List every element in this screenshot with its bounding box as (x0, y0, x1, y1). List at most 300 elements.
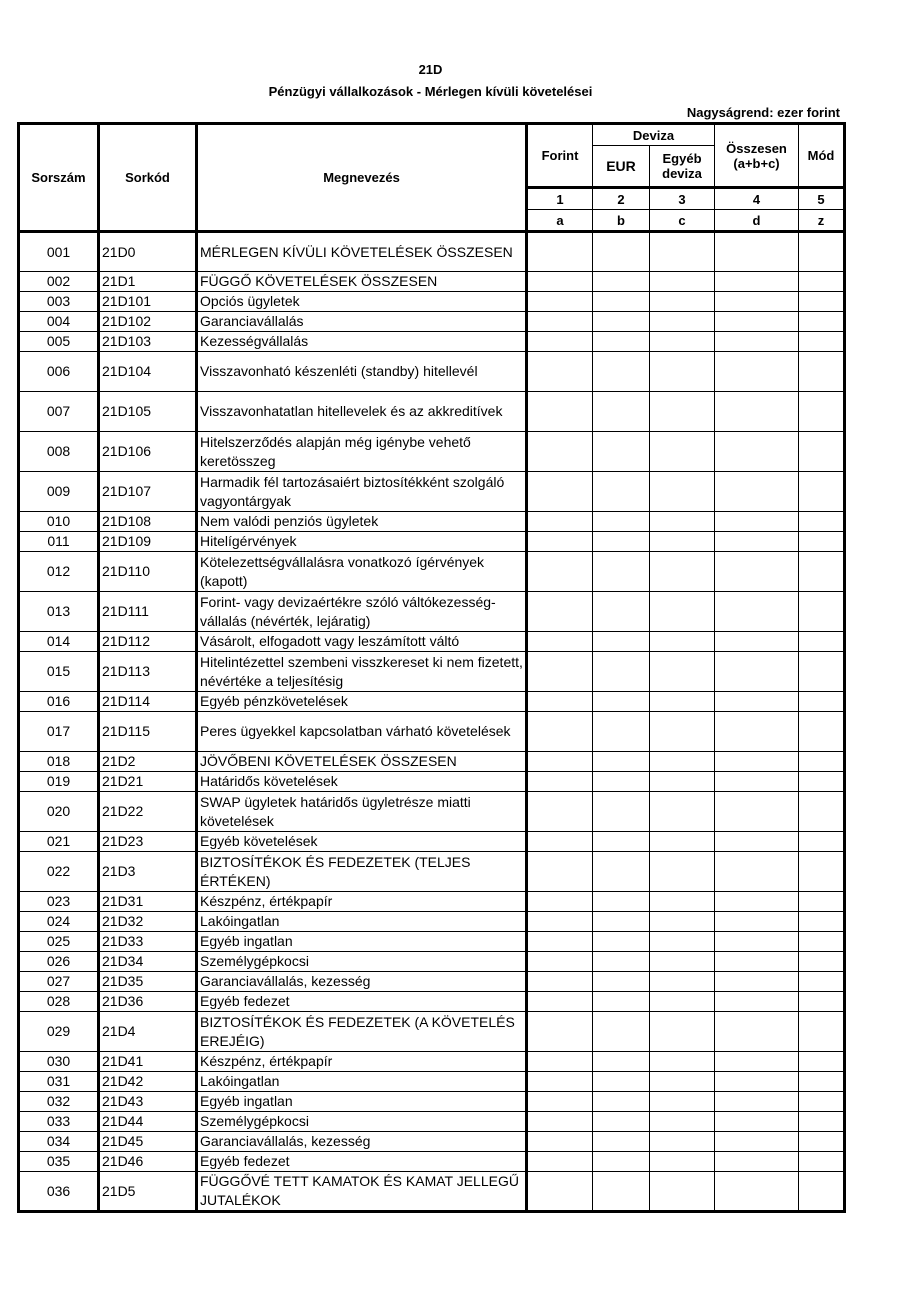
table-row (19, 692, 845, 712)
cell-mod[interactable] (799, 352, 845, 392)
cell-mod[interactable] (799, 892, 845, 912)
cell-mod[interactable] (799, 292, 845, 312)
cell-egyeb[interactable] (650, 272, 715, 292)
cell-forint[interactable] (527, 332, 593, 352)
row-code: 21D0 (99, 232, 197, 272)
col-deviza: Deviza (593, 124, 715, 146)
cell-eur[interactable] (593, 772, 650, 792)
cell-osszesen[interactable] (715, 272, 799, 292)
row-name: Forint- vagy devizaértékre szóló váltókezesség-vállalás (névérték, lejáratig) (197, 592, 527, 632)
cell-osszesen[interactable] (715, 1072, 799, 1092)
row-name: Lakóingatlan (197, 1072, 527, 1092)
cell-eur[interactable] (593, 1112, 650, 1132)
table-row (19, 352, 845, 392)
row-code: 21D103 (99, 332, 197, 352)
cell-mod[interactable] (799, 752, 845, 772)
cell-forint[interactable] (527, 952, 593, 972)
cell-mod[interactable] (799, 432, 845, 472)
cell-osszesen[interactable] (715, 952, 799, 972)
row-name: Egyéb fedezet (197, 1152, 527, 1172)
col-num-3: 3 (650, 188, 715, 210)
cell-eur[interactable] (593, 232, 650, 272)
col-letter-d: d (715, 210, 799, 232)
row-code: 21D44 (99, 1112, 197, 1132)
cell-egyeb[interactable] (650, 712, 715, 752)
cell-osszesen[interactable] (715, 592, 799, 632)
row-number: 032 (19, 1092, 99, 1112)
row-number: 018 (19, 752, 99, 772)
cell-osszesen[interactable] (715, 1112, 799, 1132)
cell-forint[interactable] (527, 712, 593, 752)
table-row (19, 332, 845, 352)
cell-osszesen[interactable] (715, 772, 799, 792)
cell-osszesen[interactable] (715, 532, 799, 552)
row-number: 017 (19, 712, 99, 752)
row-name: Peres ügyekkel kapcsolatban várható követelések (197, 712, 527, 752)
cell-mod[interactable] (799, 272, 845, 292)
cell-eur[interactable] (593, 632, 650, 652)
cell-forint[interactable] (527, 552, 593, 592)
cell-forint[interactable] (527, 272, 593, 292)
cell-osszesen[interactable] (715, 552, 799, 592)
cell-mod[interactable] (799, 912, 845, 932)
cell-osszesen[interactable] (715, 472, 799, 512)
cell-osszesen[interactable] (715, 312, 799, 332)
cell-forint[interactable] (527, 472, 593, 512)
row-number: 034 (19, 1132, 99, 1152)
cell-mod[interactable] (799, 1012, 845, 1052)
row-number: 024 (19, 912, 99, 932)
cell-osszesen[interactable] (715, 1152, 799, 1172)
cell-forint[interactable] (527, 932, 593, 952)
cell-eur[interactable] (593, 1132, 650, 1152)
cell-forint[interactable] (527, 792, 593, 832)
cell-mod[interactable] (799, 972, 845, 992)
row-number: 001 (19, 232, 99, 272)
row-name: JÖVŐBENI KÖVETELÉSEK ÖSSZESEN (197, 752, 527, 772)
cell-eur[interactable] (593, 272, 650, 292)
cell-egyeb[interactable] (650, 552, 715, 592)
table-row (19, 992, 845, 1012)
cell-egyeb[interactable] (650, 892, 715, 912)
cell-mod[interactable] (799, 792, 845, 832)
cell-eur[interactable] (593, 652, 650, 692)
col-forint: Forint (527, 124, 593, 188)
cell-mod[interactable] (799, 532, 845, 552)
cell-mod[interactable] (799, 852, 845, 892)
table-row (19, 1052, 845, 1072)
row-number: 016 (19, 692, 99, 712)
cell-egyeb[interactable] (650, 472, 715, 512)
cell-osszesen[interactable] (715, 992, 799, 1012)
row-name: Egyéb ingatlan (197, 1092, 527, 1112)
table-row (19, 512, 845, 532)
cell-osszesen[interactable] (715, 752, 799, 772)
cell-mod[interactable] (799, 632, 845, 652)
table-row (19, 532, 845, 552)
table-row (19, 232, 845, 272)
row-code: 21D106 (99, 432, 197, 472)
cell-mod[interactable] (799, 232, 845, 272)
table-row (19, 1172, 845, 1212)
cell-osszesen[interactable] (715, 892, 799, 912)
cell-egyeb[interactable] (650, 772, 715, 792)
cell-forint[interactable] (527, 692, 593, 712)
row-number: 028 (19, 992, 99, 1012)
cell-forint[interactable] (527, 752, 593, 772)
cell-forint[interactable] (527, 1012, 593, 1052)
cell-osszesen[interactable] (715, 352, 799, 392)
cell-forint[interactable] (527, 312, 593, 332)
cell-osszesen[interactable] (715, 652, 799, 692)
table-row (19, 772, 845, 792)
cell-mod[interactable] (799, 472, 845, 512)
cell-osszesen[interactable] (715, 632, 799, 652)
cell-osszesen[interactable] (715, 932, 799, 952)
cell-forint[interactable] (527, 532, 593, 552)
cell-egyeb[interactable] (650, 952, 715, 972)
cell-eur[interactable] (593, 512, 650, 532)
table-row (19, 632, 845, 652)
cell-osszesen[interactable] (715, 1012, 799, 1052)
row-number: 023 (19, 892, 99, 912)
table-row (19, 892, 845, 912)
row-name: Egyéb fedezet (197, 992, 527, 1012)
cell-mod[interactable] (799, 312, 845, 332)
cell-eur[interactable] (593, 392, 650, 432)
cell-eur[interactable] (593, 332, 650, 352)
cell-egyeb[interactable] (650, 1092, 715, 1112)
cell-eur[interactable] (593, 692, 650, 712)
row-code: 21D108 (99, 512, 197, 532)
table-row (19, 792, 845, 832)
row-code: 21D33 (99, 932, 197, 952)
cell-forint[interactable] (527, 512, 593, 532)
cell-eur[interactable] (593, 952, 650, 972)
cell-forint[interactable] (527, 232, 593, 272)
cell-forint[interactable] (527, 912, 593, 932)
cell-forint[interactable] (527, 992, 593, 1012)
cell-egyeb[interactable] (650, 792, 715, 832)
cell-egyeb[interactable] (650, 992, 715, 1012)
cell-osszesen[interactable] (715, 432, 799, 472)
cell-mod[interactable] (799, 1092, 845, 1112)
row-name: SWAP ügyletek határidős ügyletrésze miatti követelések (197, 792, 527, 832)
row-code: 21D32 (99, 912, 197, 932)
row-number: 022 (19, 852, 99, 892)
cell-egyeb[interactable] (650, 592, 715, 632)
unit-label: Nagyságrend: ezer forint (686, 105, 840, 120)
cell-forint[interactable] (527, 432, 593, 472)
cell-osszesen[interactable] (715, 1172, 799, 1212)
cell-osszesen[interactable] (715, 972, 799, 992)
cell-forint[interactable] (527, 652, 593, 692)
row-name: Hitelszerződés alapján még igénybe vehető keretösszeg (197, 432, 527, 472)
cell-forint[interactable] (527, 972, 593, 992)
cell-forint[interactable] (527, 352, 593, 392)
cell-mod[interactable] (799, 832, 845, 852)
cell-egyeb[interactable] (650, 932, 715, 952)
row-number: 002 (19, 272, 99, 292)
cell-eur[interactable] (593, 712, 650, 752)
cell-mod[interactable] (799, 332, 845, 352)
cell-forint[interactable] (527, 592, 593, 632)
col-num-1: 1 (527, 188, 593, 210)
cell-eur[interactable] (593, 972, 650, 992)
row-name: Határidős követelések (197, 772, 527, 792)
cell-eur[interactable] (593, 792, 650, 832)
table-row (19, 752, 845, 772)
cell-osszesen[interactable] (715, 1132, 799, 1152)
row-code: 21D34 (99, 952, 197, 972)
cell-forint[interactable] (527, 892, 593, 912)
cell-eur[interactable] (593, 852, 650, 892)
cell-forint[interactable] (527, 392, 593, 432)
cell-osszesen[interactable] (715, 792, 799, 832)
cell-osszesen[interactable] (715, 332, 799, 352)
cell-egyeb[interactable] (650, 832, 715, 852)
cell-eur[interactable] (593, 472, 650, 512)
row-number: 025 (19, 932, 99, 952)
col-letter-z: z (799, 210, 845, 232)
cell-eur[interactable] (593, 992, 650, 1012)
cell-egyeb[interactable] (650, 292, 715, 312)
cell-eur[interactable] (593, 1152, 650, 1172)
row-code: 21D21 (99, 772, 197, 792)
row-number: 010 (19, 512, 99, 532)
cell-osszesen[interactable] (715, 832, 799, 852)
row-name: Nem valódi penziós ügyletek (197, 512, 527, 532)
cell-egyeb[interactable] (650, 392, 715, 432)
table-row (19, 312, 845, 332)
cell-egyeb[interactable] (650, 692, 715, 712)
row-number: 012 (19, 552, 99, 592)
cell-mod[interactable] (799, 1132, 845, 1152)
cell-forint[interactable] (527, 1152, 593, 1172)
cell-osszesen[interactable] (715, 392, 799, 432)
cell-egyeb[interactable] (650, 432, 715, 472)
form-code: 21D (418, 62, 443, 77)
row-number: 011 (19, 532, 99, 552)
row-name: BIZTOSÍTÉKOK ÉS FEDEZETEK (A KÖVETELÉS EREJÉIG) (197, 1012, 527, 1052)
cell-osszesen[interactable] (715, 712, 799, 752)
table-row (19, 972, 845, 992)
cell-osszesen[interactable] (715, 1052, 799, 1072)
cell-mod[interactable] (799, 1052, 845, 1072)
cell-eur[interactable] (593, 532, 650, 552)
row-number: 035 (19, 1152, 99, 1172)
col-num-4: 4 (715, 188, 799, 210)
row-code: 21D4 (99, 1012, 197, 1052)
cell-eur[interactable] (593, 312, 650, 332)
form-title: Pénzügyi vállalkozások - Mérlegen kívüli követelései (268, 84, 593, 99)
cell-eur[interactable] (593, 912, 650, 932)
cell-mod[interactable] (799, 712, 845, 752)
cell-eur[interactable] (593, 1012, 650, 1052)
cell-eur[interactable] (593, 1072, 650, 1092)
cell-egyeb[interactable] (650, 1152, 715, 1172)
cell-mod[interactable] (799, 772, 845, 792)
cell-mod[interactable] (799, 692, 845, 712)
row-name: BIZTOSÍTÉKOK ÉS FEDEZETEK (TELJES ÉRTÉKEN) (197, 852, 527, 892)
cell-eur[interactable] (593, 432, 650, 472)
cell-osszesen[interactable] (715, 512, 799, 532)
col-mod: Mód (799, 124, 845, 188)
cell-eur[interactable] (593, 1092, 650, 1112)
row-name: Opciós ügyletek (197, 292, 527, 312)
row-code: 21D101 (99, 292, 197, 312)
row-name: Személygépkocsi (197, 952, 527, 972)
cell-mod[interactable] (799, 1172, 845, 1212)
row-code: 21D41 (99, 1052, 197, 1072)
cell-eur[interactable] (593, 292, 650, 312)
col-egyeb-deviza: Egyéb deviza (650, 146, 715, 188)
table-row (19, 292, 845, 312)
table-row (19, 1152, 845, 1172)
row-name: Garanciavállalás, kezesség (197, 972, 527, 992)
cell-mod[interactable] (799, 932, 845, 952)
row-number: 031 (19, 1072, 99, 1092)
col-letter-c: c (650, 210, 715, 232)
table-row (19, 852, 845, 892)
cell-egyeb[interactable] (650, 912, 715, 932)
cell-mod[interactable] (799, 1112, 845, 1132)
col-eur: EUR (593, 146, 650, 188)
row-name: Garanciavállalás (197, 312, 527, 332)
col-letter-a: a (527, 210, 593, 232)
table-row (19, 1072, 845, 1092)
cell-egyeb[interactable] (650, 232, 715, 272)
row-name: Hitelintézettel szembeni visszkereset ki nem fizetett, névértéke a teljesítésig (197, 652, 527, 692)
row-name: Visszavonhatatlan hitellevelek és az akkreditívek (197, 392, 527, 432)
cell-mod[interactable] (799, 1152, 845, 1172)
row-code: 21D115 (99, 712, 197, 752)
cell-osszesen[interactable] (715, 852, 799, 892)
table-body (19, 232, 845, 1212)
cell-osszesen[interactable] (715, 1092, 799, 1112)
table-row (19, 1092, 845, 1112)
row-code: 21D114 (99, 692, 197, 712)
cell-forint[interactable] (527, 1132, 593, 1152)
table-row (19, 932, 845, 952)
cell-egyeb[interactable] (650, 1132, 715, 1152)
row-number: 013 (19, 592, 99, 632)
row-name: Kötelezettségvállalásra vonatkozó ígérvények (kapott) (197, 552, 527, 592)
table-row (19, 712, 845, 752)
cell-mod[interactable] (799, 512, 845, 532)
cell-forint[interactable] (527, 1112, 593, 1132)
row-number: 009 (19, 472, 99, 512)
row-code: 21D42 (99, 1072, 197, 1092)
cell-mod[interactable] (799, 392, 845, 432)
cell-osszesen[interactable] (715, 292, 799, 312)
cell-egyeb[interactable] (650, 1012, 715, 1052)
cell-osszesen[interactable] (715, 232, 799, 272)
table-row (19, 592, 845, 632)
cell-eur[interactable] (593, 352, 650, 392)
cell-forint[interactable] (527, 632, 593, 652)
cell-eur[interactable] (593, 552, 650, 592)
table-row (19, 1112, 845, 1132)
cell-osszesen[interactable] (715, 692, 799, 712)
table-row (19, 472, 845, 512)
cell-egyeb[interactable] (650, 512, 715, 532)
col-megnevezes: Megnevezés (197, 124, 527, 232)
row-name: Személygépkocsi (197, 1112, 527, 1132)
cell-mod[interactable] (799, 1072, 845, 1092)
cell-eur[interactable] (593, 932, 650, 952)
cell-forint[interactable] (527, 772, 593, 792)
cell-forint[interactable] (527, 1092, 593, 1112)
cell-mod[interactable] (799, 652, 845, 692)
row-code: 21D112 (99, 632, 197, 652)
cell-eur[interactable] (593, 592, 650, 632)
report-table (17, 122, 846, 1213)
table-row (19, 1012, 845, 1052)
cell-egyeb[interactable] (650, 532, 715, 552)
row-code: 21D46 (99, 1152, 197, 1172)
cell-forint[interactable] (527, 832, 593, 852)
cell-mod[interactable] (799, 592, 845, 632)
cell-egyeb[interactable] (650, 332, 715, 352)
row-code: 21D102 (99, 312, 197, 332)
cell-egyeb[interactable] (650, 1072, 715, 1092)
cell-mod[interactable] (799, 992, 845, 1012)
cell-eur[interactable] (593, 832, 650, 852)
cell-egyeb[interactable] (650, 652, 715, 692)
row-number: 027 (19, 972, 99, 992)
cell-eur[interactable] (593, 1172, 650, 1212)
cell-egyeb[interactable] (650, 1172, 715, 1212)
row-code: 21D1 (99, 272, 197, 292)
cell-forint[interactable] (527, 852, 593, 892)
table-row (19, 392, 845, 432)
row-number: 030 (19, 1052, 99, 1072)
cell-osszesen[interactable] (715, 912, 799, 932)
cell-egyeb[interactable] (650, 852, 715, 892)
table-row (19, 832, 845, 852)
table-row (19, 652, 845, 692)
row-code: 21D111 (99, 592, 197, 632)
row-code: 21D113 (99, 652, 197, 692)
row-code: 21D5 (99, 1172, 197, 1212)
row-code: 21D2 (99, 752, 197, 772)
cell-forint[interactable] (527, 1172, 593, 1212)
cell-forint[interactable] (527, 292, 593, 312)
cell-eur[interactable] (593, 752, 650, 772)
cell-egyeb[interactable] (650, 632, 715, 652)
row-number: 015 (19, 652, 99, 692)
cell-egyeb[interactable] (650, 972, 715, 992)
cell-forint[interactable] (527, 1052, 593, 1072)
cell-eur[interactable] (593, 892, 650, 912)
cell-egyeb[interactable] (650, 1112, 715, 1132)
col-sorkod: Sorkód (99, 124, 197, 232)
cell-mod[interactable] (799, 552, 845, 592)
cell-egyeb[interactable] (650, 752, 715, 772)
cell-egyeb[interactable] (650, 352, 715, 392)
cell-mod[interactable] (799, 952, 845, 972)
row-number: 026 (19, 952, 99, 972)
cell-egyeb[interactable] (650, 1052, 715, 1072)
row-number: 033 (19, 1112, 99, 1132)
row-code: 21D105 (99, 392, 197, 432)
cell-forint[interactable] (527, 1072, 593, 1092)
col-osszesen: Összesen (a+b+c) (715, 124, 799, 188)
row-code: 21D110 (99, 552, 197, 592)
cell-egyeb[interactable] (650, 312, 715, 332)
cell-eur[interactable] (593, 1052, 650, 1072)
